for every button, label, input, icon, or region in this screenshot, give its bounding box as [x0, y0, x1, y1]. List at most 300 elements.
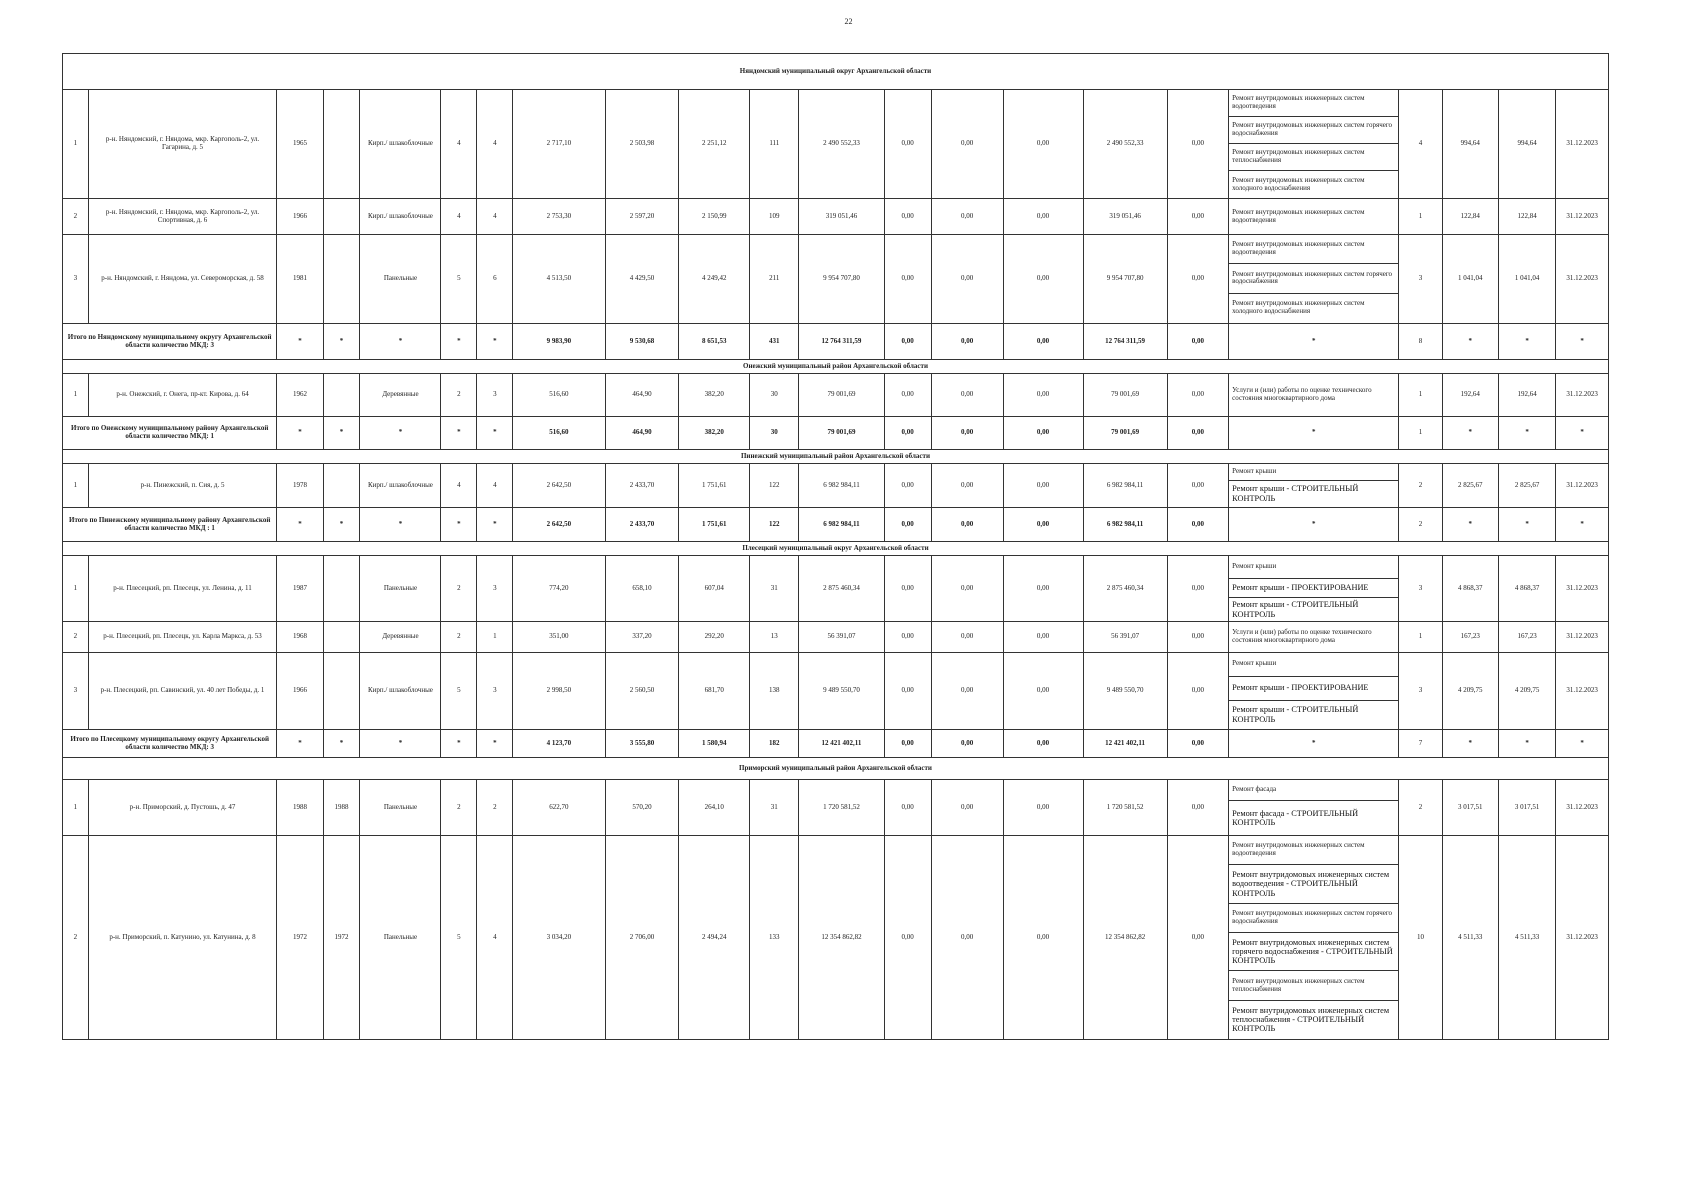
completion-date: 31.12.2023	[1556, 374, 1609, 417]
commission-year: 1968	[277, 622, 323, 653]
section-total-row	[63, 730, 1609, 758]
total-star: *	[1442, 417, 1498, 450]
fund-owners: 79 001,69	[1083, 374, 1167, 417]
total-area-res: 1 751,61	[679, 508, 750, 542]
section-total-row	[63, 417, 1609, 450]
section-total-row	[63, 508, 1609, 542]
total-c4: 79 001,69	[1083, 417, 1167, 450]
wall-material: Деревянные	[360, 374, 441, 417]
fund-federal: 0,00	[884, 653, 931, 730]
total-cost: 12 764 311,59	[799, 324, 884, 360]
total-star: *	[277, 324, 323, 360]
section-title-row	[63, 54, 1609, 90]
total-c1: 0,00	[884, 508, 931, 542]
total-star: *	[1442, 730, 1498, 758]
repair-cost: 319 051,46	[799, 199, 884, 235]
work-item	[1229, 264, 1398, 293]
entrances: 2	[477, 780, 513, 836]
section-total-row	[63, 324, 1609, 360]
total-cost: 79 001,69	[799, 417, 884, 450]
unit-cost: 4 868,37	[1442, 556, 1498, 622]
total-c4: 12 764 311,59	[1083, 324, 1167, 360]
fund-local: 0,00	[1003, 235, 1083, 324]
commission-year: 1988	[277, 780, 323, 836]
floors: 5	[441, 235, 477, 324]
total-star: *	[441, 417, 477, 450]
total-star: *	[477, 508, 513, 542]
work-item	[1229, 235, 1398, 264]
commission-year: 1966	[277, 199, 323, 235]
area-premises: 2 503,98	[605, 90, 679, 199]
table-row	[63, 90, 1609, 199]
work-item	[1229, 653, 1398, 677]
works-cell	[1229, 556, 1399, 622]
row-number: 1	[63, 374, 89, 417]
area-premises: 464,90	[605, 374, 679, 417]
work-count: 3	[1399, 556, 1442, 622]
entrances: 4	[477, 836, 513, 1040]
work-item	[1229, 481, 1398, 507]
total-c1: 0,00	[884, 730, 931, 758]
table-row	[63, 780, 1609, 836]
total-star: *	[1442, 324, 1498, 360]
table-row	[63, 653, 1609, 730]
area-total: 622,70	[513, 780, 605, 836]
fund-local: 0,00	[1003, 556, 1083, 622]
last-repair-year	[323, 464, 360, 508]
works-cell	[1229, 199, 1399, 235]
fund-regional: 0,00	[931, 374, 1003, 417]
work-count: 1	[1399, 374, 1442, 417]
total-star: *	[277, 417, 323, 450]
fund-federal: 0,00	[884, 780, 931, 836]
total-star: *	[477, 324, 513, 360]
fund-regional: 0,00	[931, 235, 1003, 324]
work-item-text: Ремонт внутридомовых инженерных систем водоотведения	[1232, 240, 1365, 257]
area-total: 4 513,50	[513, 235, 605, 324]
row-number: 1	[63, 556, 89, 622]
area-total: 2 642,50	[513, 464, 605, 508]
section-title-row	[63, 360, 1609, 374]
entrances: 4	[477, 464, 513, 508]
wall-material: Деревянные	[360, 622, 441, 653]
section-title: Онежский муниципальный район Архангельской области	[63, 360, 1609, 374]
work-item-text: Ремонт крыши - ПРОЕКТИРОВАНИЕ	[1232, 683, 1369, 693]
total-star: *	[1229, 417, 1399, 450]
wall-material: Кирп./ шлакоблочные	[360, 199, 441, 235]
area-residential: 2 150,99	[679, 199, 750, 235]
residents-count: 31	[750, 556, 799, 622]
repair-cost: 1 720 581,52	[799, 780, 884, 836]
max-unit-cost: 122,84	[1498, 199, 1555, 235]
area-premises: 570,20	[605, 780, 679, 836]
section-title-row	[63, 542, 1609, 556]
table-row	[63, 235, 1609, 324]
fund-local: 0,00	[1003, 464, 1083, 508]
section-title-row	[63, 758, 1609, 780]
commission-year: 1978	[277, 464, 323, 508]
fund-federal: 0,00	[884, 374, 931, 417]
area-total: 2 998,50	[513, 653, 605, 730]
total-star: *	[1229, 508, 1399, 542]
total-star: *	[1498, 508, 1555, 542]
max-unit-cost: 2 825,67	[1498, 464, 1555, 508]
total-star: *	[360, 508, 441, 542]
unit-cost: 994,64	[1442, 90, 1498, 199]
section-title: Няндомский муниципальный округ Архангельской области	[63, 54, 1609, 90]
fund-owners: 12 354 862,82	[1083, 836, 1167, 1040]
fund-owners: 2 875 460,34	[1083, 556, 1167, 622]
fund-local: 0,00	[1003, 90, 1083, 199]
work-item-text: Ремонт крыши	[1232, 659, 1277, 668]
total-work-count: 7	[1399, 730, 1442, 758]
total-star: *	[1556, 730, 1609, 758]
total-star: *	[1556, 508, 1609, 542]
area-residential: 681,70	[679, 653, 750, 730]
total-star: *	[1498, 417, 1555, 450]
address-cell: р-н. Приморский, п. Катунино, ул. Катунина, д. 8	[88, 836, 277, 1040]
repair-cost: 6 982 984,11	[799, 464, 884, 508]
last-repair-year	[323, 235, 360, 324]
entrances: 4	[477, 199, 513, 235]
repair-cost: 2 490 552,33	[799, 90, 884, 199]
completion-date: 31.12.2023	[1556, 199, 1609, 235]
total-area-res: 1 580,94	[679, 730, 750, 758]
work-item	[1229, 1001, 1398, 1039]
work-count: 10	[1399, 836, 1442, 1040]
fund-owners: 9 489 550,70	[1083, 653, 1167, 730]
address-cell: р-н. Онежский, г. Онега, пр-кт. Кирова, д. 64	[88, 374, 277, 417]
residents-count: 122	[750, 464, 799, 508]
address-cell: р-н. Плесецкий, рп. Плесецк, ул. Карла Маркса, д. 53	[88, 622, 277, 653]
max-unit-cost: 994,64	[1498, 90, 1555, 199]
fund-regional: 0,00	[931, 780, 1003, 836]
work-item	[1229, 598, 1398, 621]
fund-other: 0,00	[1167, 235, 1229, 324]
total-c5: 0,00	[1167, 324, 1229, 360]
completion-date: 31.12.2023	[1556, 556, 1609, 622]
repair-program-table	[62, 53, 1609, 1040]
wall-material: Панельные	[360, 235, 441, 324]
area-total: 516,60	[513, 374, 605, 417]
work-count: 2	[1399, 464, 1442, 508]
work-item	[1229, 117, 1398, 144]
total-star: *	[1498, 324, 1555, 360]
fund-other: 0,00	[1167, 556, 1229, 622]
work-item-text: Ремонт крыши	[1232, 466, 1277, 475]
last-repair-year: 1988	[323, 780, 360, 836]
total-star: *	[277, 508, 323, 542]
total-label: Итого по Пинежскому муниципальному району Архангельской области количество МКД : 1	[63, 508, 277, 542]
work-count: 4	[1399, 90, 1442, 199]
total-c2: 0,00	[931, 417, 1003, 450]
total-work-count: 2	[1399, 508, 1442, 542]
work-item-text: Ремонт крыши - ПРОЕКТИРОВАНИЕ	[1232, 583, 1369, 593]
total-star: *	[360, 730, 441, 758]
table-row	[63, 556, 1609, 622]
area-residential: 607,04	[679, 556, 750, 622]
work-item	[1229, 374, 1398, 416]
work-item	[1229, 144, 1398, 171]
section-title: Приморский муниципальный район Архангельской области	[63, 758, 1609, 780]
residents-count: 13	[750, 622, 799, 653]
address-cell: р-н. Няндомский, г. Няндома, мкр. Каргополь-2, ул. Спортивная, д. 6	[88, 199, 277, 235]
address-cell: р-н. Няндомский, г. Няндома, ул. Североморская, д. 58	[88, 235, 277, 324]
last-repair-year: 1972	[323, 836, 360, 1040]
fund-owners: 6 982 984,11	[1083, 464, 1167, 508]
work-item-text: Ремонт внутридомовых инженерных систем водоотведения - СТРОИТЕЛЬНЫЙ КОНТРОЛЬ	[1232, 870, 1390, 898]
total-star: *	[477, 730, 513, 758]
work-item	[1229, 780, 1398, 801]
work-item-text: Ремонт фасада	[1232, 785, 1277, 794]
fund-regional: 0,00	[931, 199, 1003, 235]
fund-other: 0,00	[1167, 622, 1229, 653]
area-residential: 2 494,24	[679, 836, 750, 1040]
work-item-text: Ремонт внутридомовых инженерных систем водоотведения	[1232, 207, 1365, 224]
section-title-row	[63, 450, 1609, 464]
entrances: 4	[477, 90, 513, 199]
row-number: 1	[63, 90, 89, 199]
commission-year: 1966	[277, 653, 323, 730]
total-area-living: 9 530,68	[605, 324, 679, 360]
work-item-text: Ремонт внутридомовых инженерных систем водоотведения	[1232, 841, 1365, 858]
entrances: 3	[477, 374, 513, 417]
total-c5: 0,00	[1167, 730, 1229, 758]
floors: 5	[441, 836, 477, 1040]
row-number: 3	[63, 235, 89, 324]
total-star: *	[1229, 324, 1399, 360]
unit-cost: 2 825,67	[1442, 464, 1498, 508]
fund-other: 0,00	[1167, 653, 1229, 730]
fund-local: 0,00	[1003, 622, 1083, 653]
row-number: 2	[63, 199, 89, 235]
work-item	[1229, 294, 1398, 323]
completion-date: 31.12.2023	[1556, 464, 1609, 508]
work-item	[1229, 579, 1398, 598]
fund-local: 0,00	[1003, 836, 1083, 1040]
total-star: *	[323, 324, 360, 360]
total-star: *	[1556, 417, 1609, 450]
floors: 4	[441, 90, 477, 199]
row-number: 1	[63, 780, 89, 836]
fund-owners: 1 720 581,52	[1083, 780, 1167, 836]
fund-federal: 0,00	[884, 556, 931, 622]
total-area-total: 2 642,50	[513, 508, 605, 542]
residents-count: 109	[750, 199, 799, 235]
total-star: *	[360, 417, 441, 450]
residents-count: 31	[750, 780, 799, 836]
page-number: 22	[844, 17, 853, 26]
last-repair-year	[323, 199, 360, 235]
row-number: 2	[63, 836, 89, 1040]
area-premises: 658,10	[605, 556, 679, 622]
residents-count: 30	[750, 374, 799, 417]
work-item	[1229, 971, 1398, 1000]
total-star: *	[1442, 508, 1498, 542]
total-star: *	[323, 508, 360, 542]
work-item-text: Ремонт внутридомовых инженерных систем горячего водоснабжения	[1232, 269, 1393, 286]
work-item	[1229, 622, 1398, 652]
fund-other: 0,00	[1167, 836, 1229, 1040]
work-item-text: Ремонт фасада - СТРОИТЕЛЬНЫЙ КОНТРОЛЬ	[1232, 808, 1359, 828]
area-residential: 1 751,61	[679, 464, 750, 508]
work-item	[1229, 171, 1398, 198]
total-label: Итого по Плесецкому муниципальному округу Архангельской области количество МКД: 3	[63, 730, 277, 758]
work-item-text: Ремонт крыши - СТРОИТЕЛЬНЫЙ КОНТРОЛЬ	[1232, 600, 1359, 619]
area-premises: 4 429,50	[605, 235, 679, 324]
work-item-text: Ремонт внутридомовых инженерных систем горячего водоснабжения	[1232, 121, 1393, 137]
work-count: 1	[1399, 622, 1442, 653]
max-unit-cost: 4 868,37	[1498, 556, 1555, 622]
max-unit-cost: 192,64	[1498, 374, 1555, 417]
total-work-count: 8	[1399, 324, 1442, 360]
work-item	[1229, 199, 1398, 234]
fund-other: 0,00	[1167, 374, 1229, 417]
last-repair-year	[323, 653, 360, 730]
area-residential: 2 251,12	[679, 90, 750, 199]
table-row	[63, 199, 1609, 235]
commission-year: 1981	[277, 235, 323, 324]
work-item-text: Ремонт крыши - СТРОИТЕЛЬНЫЙ КОНТРОЛЬ	[1232, 484, 1359, 503]
total-people: 122	[750, 508, 799, 542]
table-body	[63, 54, 1609, 1040]
residents-count: 133	[750, 836, 799, 1040]
total-star: *	[441, 324, 477, 360]
fund-owners: 56 391,07	[1083, 622, 1167, 653]
work-item-text: Ремонт внутридомовых инженерных систем теплоснабжения - СТРОИТЕЛЬНЫЙ КОНТРОЛЬ	[1232, 1005, 1390, 1034]
fund-federal: 0,00	[884, 235, 931, 324]
area-premises: 2 560,50	[605, 653, 679, 730]
works-cell	[1229, 622, 1399, 653]
table-row	[63, 836, 1609, 1040]
last-repair-year	[323, 556, 360, 622]
floors: 2	[441, 780, 477, 836]
wall-material: Панельные	[360, 780, 441, 836]
fund-local: 0,00	[1003, 653, 1083, 730]
total-c5: 0,00	[1167, 417, 1229, 450]
completion-date: 31.12.2023	[1556, 622, 1609, 653]
fund-regional: 0,00	[931, 90, 1003, 199]
fund-owners: 2 490 552,33	[1083, 90, 1167, 199]
residents-count: 111	[750, 90, 799, 199]
row-number: 2	[63, 622, 89, 653]
total-area-total: 516,60	[513, 417, 605, 450]
fund-other: 0,00	[1167, 464, 1229, 508]
fund-regional: 0,00	[931, 836, 1003, 1040]
total-label: Итого по Няндомскому муниципальному округу Архангельской области количество МКД: 3	[63, 324, 277, 360]
area-residential: 4 249,42	[679, 235, 750, 324]
area-total: 774,20	[513, 556, 605, 622]
fund-regional: 0,00	[931, 622, 1003, 653]
total-c3: 0,00	[1003, 417, 1083, 450]
last-repair-year	[323, 90, 360, 199]
total-area-total: 9 983,90	[513, 324, 605, 360]
fund-local: 0,00	[1003, 780, 1083, 836]
fund-other: 0,00	[1167, 199, 1229, 235]
fund-federal: 0,00	[884, 90, 931, 199]
area-total: 3 034,20	[513, 836, 605, 1040]
fund-regional: 0,00	[931, 464, 1003, 508]
total-star: *	[323, 417, 360, 450]
total-area-res: 382,20	[679, 417, 750, 450]
completion-date: 31.12.2023	[1556, 90, 1609, 199]
work-item	[1229, 464, 1398, 481]
unit-cost: 192,64	[1442, 374, 1498, 417]
row-number: 1	[63, 464, 89, 508]
works-cell	[1229, 464, 1399, 508]
total-cost: 6 982 984,11	[799, 508, 884, 542]
area-premises: 2 597,20	[605, 199, 679, 235]
max-unit-cost: 1 041,04	[1498, 235, 1555, 324]
total-people: 182	[750, 730, 799, 758]
floors: 2	[441, 374, 477, 417]
floors: 4	[441, 464, 477, 508]
commission-year: 1962	[277, 374, 323, 417]
wall-material: Кирп./ шлакоблочные	[360, 653, 441, 730]
total-area-living: 3 555,80	[605, 730, 679, 758]
entrances: 6	[477, 235, 513, 324]
total-c3: 0,00	[1003, 730, 1083, 758]
area-total: 351,00	[513, 622, 605, 653]
row-number: 3	[63, 653, 89, 730]
repair-cost: 9 954 707,80	[799, 235, 884, 324]
fund-owners: 319 051,46	[1083, 199, 1167, 235]
work-item	[1229, 701, 1398, 730]
fund-federal: 0,00	[884, 464, 931, 508]
unit-cost: 3 017,51	[1442, 780, 1498, 836]
address-cell: р-н. Пинежский, п. Сия, д. 5	[88, 464, 277, 508]
entrances: 3	[477, 653, 513, 730]
work-item-text: Ремонт внутридомовых инженерных систем горячего водоснабжения	[1232, 909, 1393, 925]
total-people: 431	[750, 324, 799, 360]
max-unit-cost: 4 511,33	[1498, 836, 1555, 1040]
total-area-res: 8 651,53	[679, 324, 750, 360]
work-item-text: Ремонт крыши	[1232, 562, 1277, 571]
fund-regional: 0,00	[931, 556, 1003, 622]
repair-cost: 12 354 862,82	[799, 836, 884, 1040]
work-item-text: Ремонт крыши - СТРОИТЕЛЬНЫЙ КОНТРОЛЬ	[1232, 705, 1359, 724]
fund-federal: 0,00	[884, 836, 931, 1040]
total-area-total: 4 123,70	[513, 730, 605, 758]
fund-local: 0,00	[1003, 374, 1083, 417]
total-c4: 6 982 984,11	[1083, 508, 1167, 542]
total-c3: 0,00	[1003, 508, 1083, 542]
repair-cost: 79 001,69	[799, 374, 884, 417]
area-residential: 382,20	[679, 374, 750, 417]
works-cell	[1229, 780, 1399, 836]
section-title: Плесецкий муниципальный округ Архангельской области	[63, 542, 1609, 556]
unit-cost: 122,84	[1442, 199, 1498, 235]
work-item-text: Ремонт внутридомовых инженерных систем теплоснабжения	[1232, 148, 1365, 164]
total-people: 30	[750, 417, 799, 450]
works-cell	[1229, 836, 1399, 1040]
floors: 5	[441, 653, 477, 730]
unit-cost: 1 041,04	[1442, 235, 1498, 324]
entrances: 3	[477, 556, 513, 622]
works-cell	[1229, 90, 1399, 199]
total-c2: 0,00	[931, 730, 1003, 758]
total-c2: 0,00	[931, 508, 1003, 542]
floors: 4	[441, 199, 477, 235]
total-star: *	[360, 324, 441, 360]
repair-cost: 9 489 550,70	[799, 653, 884, 730]
total-star: *	[1229, 730, 1399, 758]
completion-date: 31.12.2023	[1556, 235, 1609, 324]
total-star: *	[1556, 324, 1609, 360]
last-repair-year	[323, 622, 360, 653]
completion-date: 31.12.2023	[1556, 653, 1609, 730]
total-area-living: 2 433,70	[605, 508, 679, 542]
